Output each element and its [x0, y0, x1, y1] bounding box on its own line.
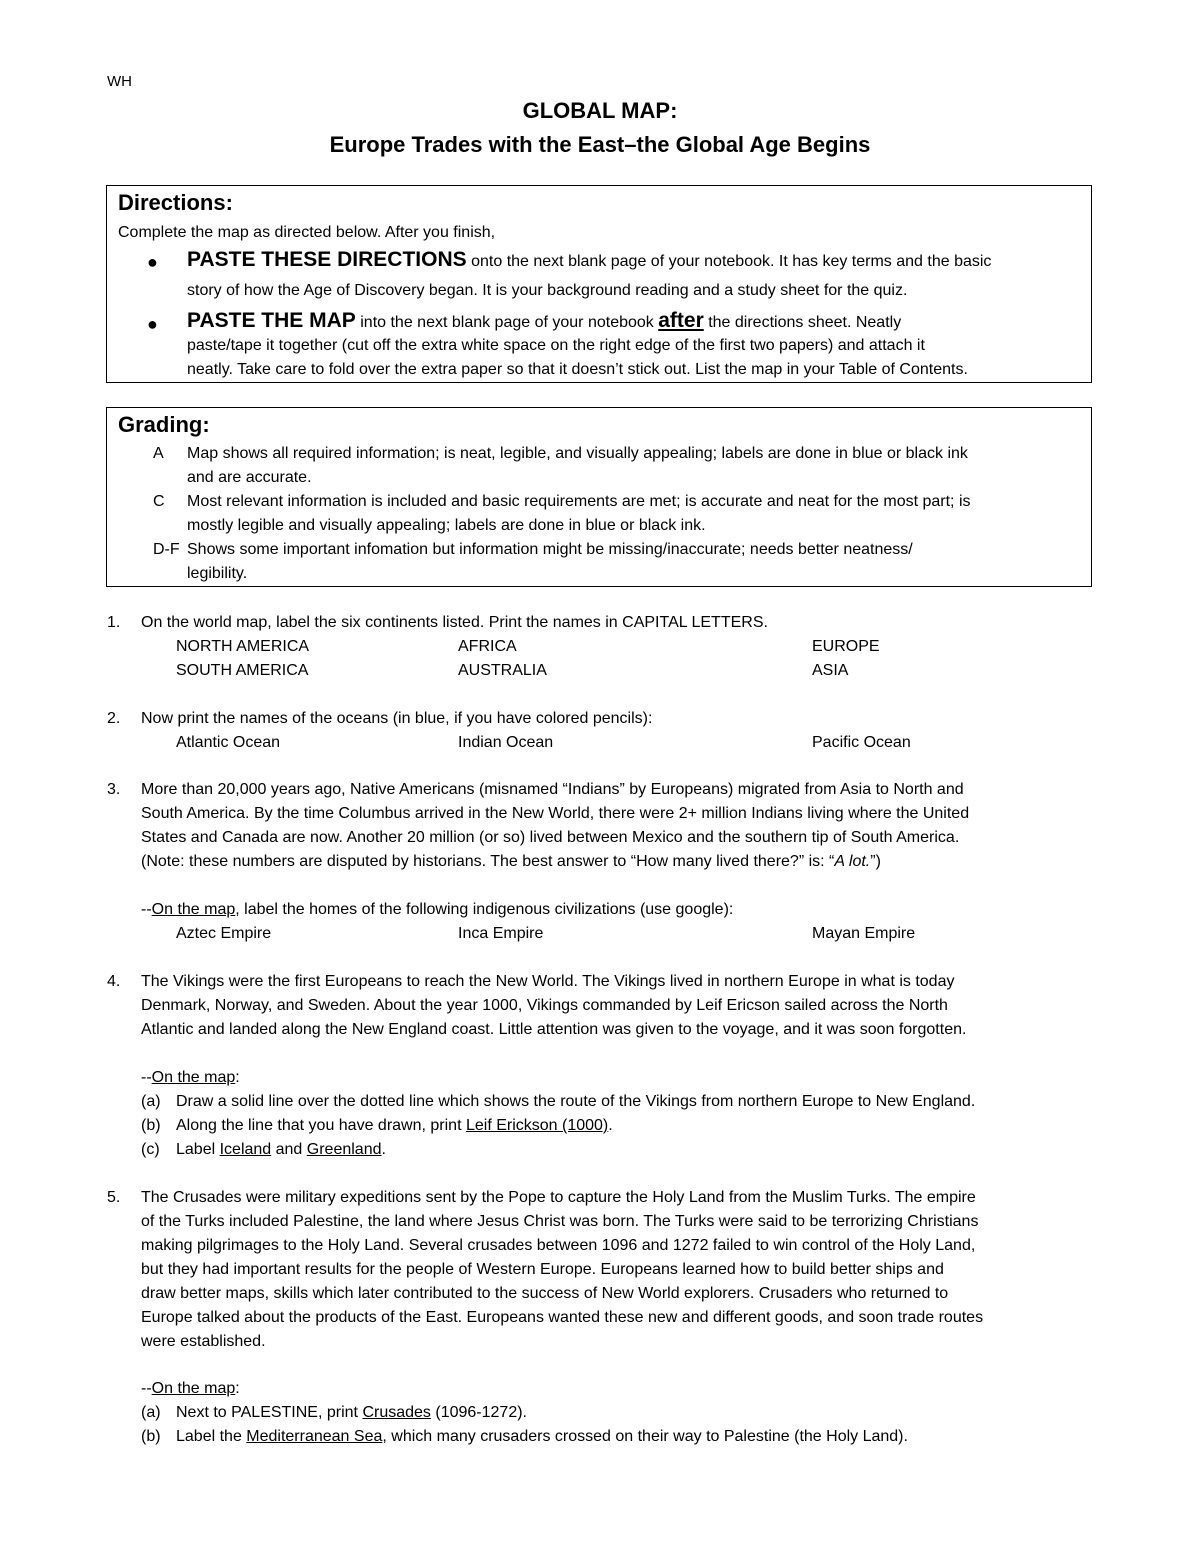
subitem-pre: Label the	[176, 1428, 247, 1445]
subitem-mid: and	[271, 1141, 307, 1158]
subitem-text	[176, 1428, 908, 1446]
directions-bullet-1-text: onto the next blank page of your notebook. It has key terms and the basic	[466, 253, 992, 270]
subitem-label: (b)	[141, 1117, 161, 1134]
subitem-label: (b)	[141, 1428, 161, 1445]
question-number: 1.	[107, 614, 121, 631]
subitem-label: (a)	[141, 1093, 161, 1110]
subitem-text	[176, 1404, 527, 1422]
paste-map-emphasis: PASTE THE MAP	[187, 309, 356, 332]
question-text: Denmark, Norway, and Sweden. About the year 1000, Vikings commanded by Leif Ericson sailed across the North	[141, 997, 948, 1014]
mediterranean-sea-label: Mediterranean Sea	[246, 1428, 383, 1445]
directions-bullet-2-text: into the next blank page of your notebook	[355, 314, 659, 331]
task-text: , label the homes of the following indigenous civilizations (use google):	[235, 901, 734, 918]
question-text	[141, 853, 881, 871]
civilization-label: Aztec Empire	[176, 925, 272, 942]
question-text: Europe talked about the products of the East. Europeans wanted these new and different goods, and soon trade routes	[141, 1309, 984, 1326]
subitem-pre: Label	[176, 1141, 220, 1158]
directions-heading: Directions:	[118, 190, 233, 215]
grading-box	[106, 407, 1092, 587]
continent-label: AFRICA	[458, 638, 517, 655]
directions-box	[106, 185, 1092, 383]
page-subtitle: Europe Trades with the East–the Global Age Begins	[329, 132, 871, 157]
note-end: ”)	[870, 853, 881, 870]
bullet-icon: ●	[147, 252, 158, 272]
after-emphasis: after	[658, 309, 704, 332]
directions-bullet-2-rest: the directions sheet. Neatly	[703, 314, 902, 331]
subitem-text	[176, 1141, 386, 1159]
map-task	[141, 901, 733, 919]
ocean-label: Atlantic Ocean	[176, 734, 281, 751]
directions-bullet-2-line3: neatly. Take care to fold over the extra paper so that it doesn’t stick out. List the map in your Table of Contents.	[187, 361, 968, 378]
grading-heading: Grading:	[118, 412, 210, 437]
greenland-label: Greenland	[306, 1141, 382, 1158]
bullet-icon: ●	[147, 314, 158, 334]
subitem-text: Draw a solid line over the dotted line which shows the route of the Vikings from northern Europe to New England.	[176, 1093, 976, 1110]
question-number: 2.	[107, 710, 121, 727]
note-text: (Note: these numbers are disputed by historians. The best answer to “How many lived there?” is: “	[141, 853, 835, 870]
question-text: The Crusades were military expeditions sent by the Pope to capture the Holy Land from the Muslim Turks. The empire	[141, 1189, 976, 1206]
continent-label: NORTH AMERICA	[176, 638, 310, 655]
question-number: 4.	[107, 973, 121, 990]
task-colon: :	[235, 1380, 240, 1397]
continent-label: EUROPE	[812, 638, 880, 655]
question-text: Atlantic and landed along the New England coast. Little attention was given to the voyage, and it was soon forgotten.	[141, 1021, 967, 1038]
note-answer: A lot.	[834, 853, 871, 870]
grade-criteria: Most relevant information is included and basic requirements are met; is accurate and neat for the most part; is	[187, 493, 971, 510]
paste-directions-emphasis: PASTE THESE DIRECTIONS	[187, 248, 467, 271]
subitem-post: .	[608, 1117, 613, 1134]
question-number: 5.	[107, 1189, 121, 1206]
continent-label: AUSTRALIA	[458, 662, 547, 679]
subitem-label: (c)	[141, 1141, 160, 1158]
directions-bullet-1	[187, 248, 991, 272]
course-code: WH	[107, 73, 132, 90]
map-task	[141, 1069, 240, 1087]
task-dash: --	[141, 1380, 152, 1397]
civilization-label: Inca Empire	[458, 925, 544, 942]
directions-bullet-2	[187, 309, 901, 333]
civilization-label: Mayan Empire	[812, 925, 916, 942]
grade-criteria: and are accurate.	[187, 469, 312, 486]
task-dash: --	[141, 1069, 152, 1086]
grade-criteria: legibility.	[187, 565, 248, 582]
on-the-map-label: On the map	[151, 1069, 236, 1086]
leif-erickson-label: Leif Erickson (1000)	[465, 1117, 609, 1134]
question-number: 3.	[107, 781, 121, 798]
question-text: South America. By the time Columbus arrived in the New World, there were 2+ million Indians living where the United	[141, 805, 970, 822]
iceland-label: Iceland	[219, 1141, 272, 1158]
subitem-post: .	[381, 1141, 386, 1158]
directions-intro: Complete the map as directed below. After you finish,	[118, 224, 496, 241]
on-the-map-label: On the map	[151, 1380, 236, 1397]
question-text: of the Turks included Palestine, the land where Jesus Christ was born. The Turks were said to be terrorizing Christians	[141, 1213, 979, 1230]
directions-bullet-1-line2: story of how the Age of Discovery began. It is your background reading and a study sheet for the quiz.	[187, 282, 908, 299]
ocean-label: Indian Ocean	[458, 734, 554, 751]
subitem-text	[176, 1117, 613, 1135]
task-dash: --	[141, 901, 152, 918]
grade-label: A	[153, 445, 164, 462]
grade-criteria: mostly legible and visually appealing; labels are done in blue or black ink.	[187, 517, 706, 534]
question-text: making pilgrimages to the Holy Land. Several crusades between 1096 and 1272 failed to win control of the Holy Land,	[141, 1237, 976, 1254]
crusades-label: Crusades	[362, 1404, 431, 1421]
task-colon: :	[235, 1069, 240, 1086]
continent-label: ASIA	[812, 662, 849, 679]
page-title: GLOBAL MAP:	[522, 98, 678, 123]
grade-criteria: Map shows all required information; is neat, legible, and visually appealing; labels are done in blue or black ink	[187, 445, 968, 462]
question-text: More than 20,000 years ago, Native Americans (misnamed “Indians” by Europeans) migrated from Asia to North and	[141, 781, 964, 798]
subitem-post: (1096-1272).	[430, 1404, 527, 1421]
continent-label: SOUTH AMERICA	[176, 662, 309, 679]
ocean-label: Pacific Ocean	[812, 734, 911, 751]
question-text: were established.	[141, 1333, 266, 1350]
question-text: Now print the names of the oceans (in blue, if you have colored pencils):	[141, 710, 653, 727]
subitem-post: , which many crusaders crossed on their way to Palestine (the Holy Land).	[382, 1428, 908, 1445]
grade-criteria: Shows some important infomation but information might be missing/inaccurate; needs better neatness/	[187, 541, 913, 558]
question-text: but they had important results for the people of Western Europe. Europeans learned how to build better ships and	[141, 1261, 944, 1278]
subitem-pre: Along the line that you have drawn, print	[176, 1117, 466, 1134]
question-text: draw better maps, skills which later contributed to the success of New World explorers. Crusaders who returned to	[141, 1285, 949, 1302]
question-text: On the world map, label the six continents listed. Print the names in CAPITAL LETTERS.	[141, 614, 768, 631]
grade-label: C	[153, 493, 165, 510]
on-the-map-label: On the map	[151, 901, 236, 918]
question-text: The Vikings were the first Europeans to reach the New World. The Vikings lived in northern Europe in what is today	[141, 973, 955, 990]
question-text: States and Canada are now. Another 20 million (or so) lived between Mexico and the southern tip of South America.	[141, 829, 960, 846]
map-task	[141, 1380, 240, 1398]
subitem-label: (a)	[141, 1404, 161, 1421]
grade-label: D-F	[153, 541, 180, 558]
subitem-pre: Next to PALESTINE, print	[176, 1404, 363, 1421]
directions-bullet-2-line2: paste/tape it together (cut off the extra white space on the right edge of the first two papers) and attach it	[187, 337, 925, 354]
